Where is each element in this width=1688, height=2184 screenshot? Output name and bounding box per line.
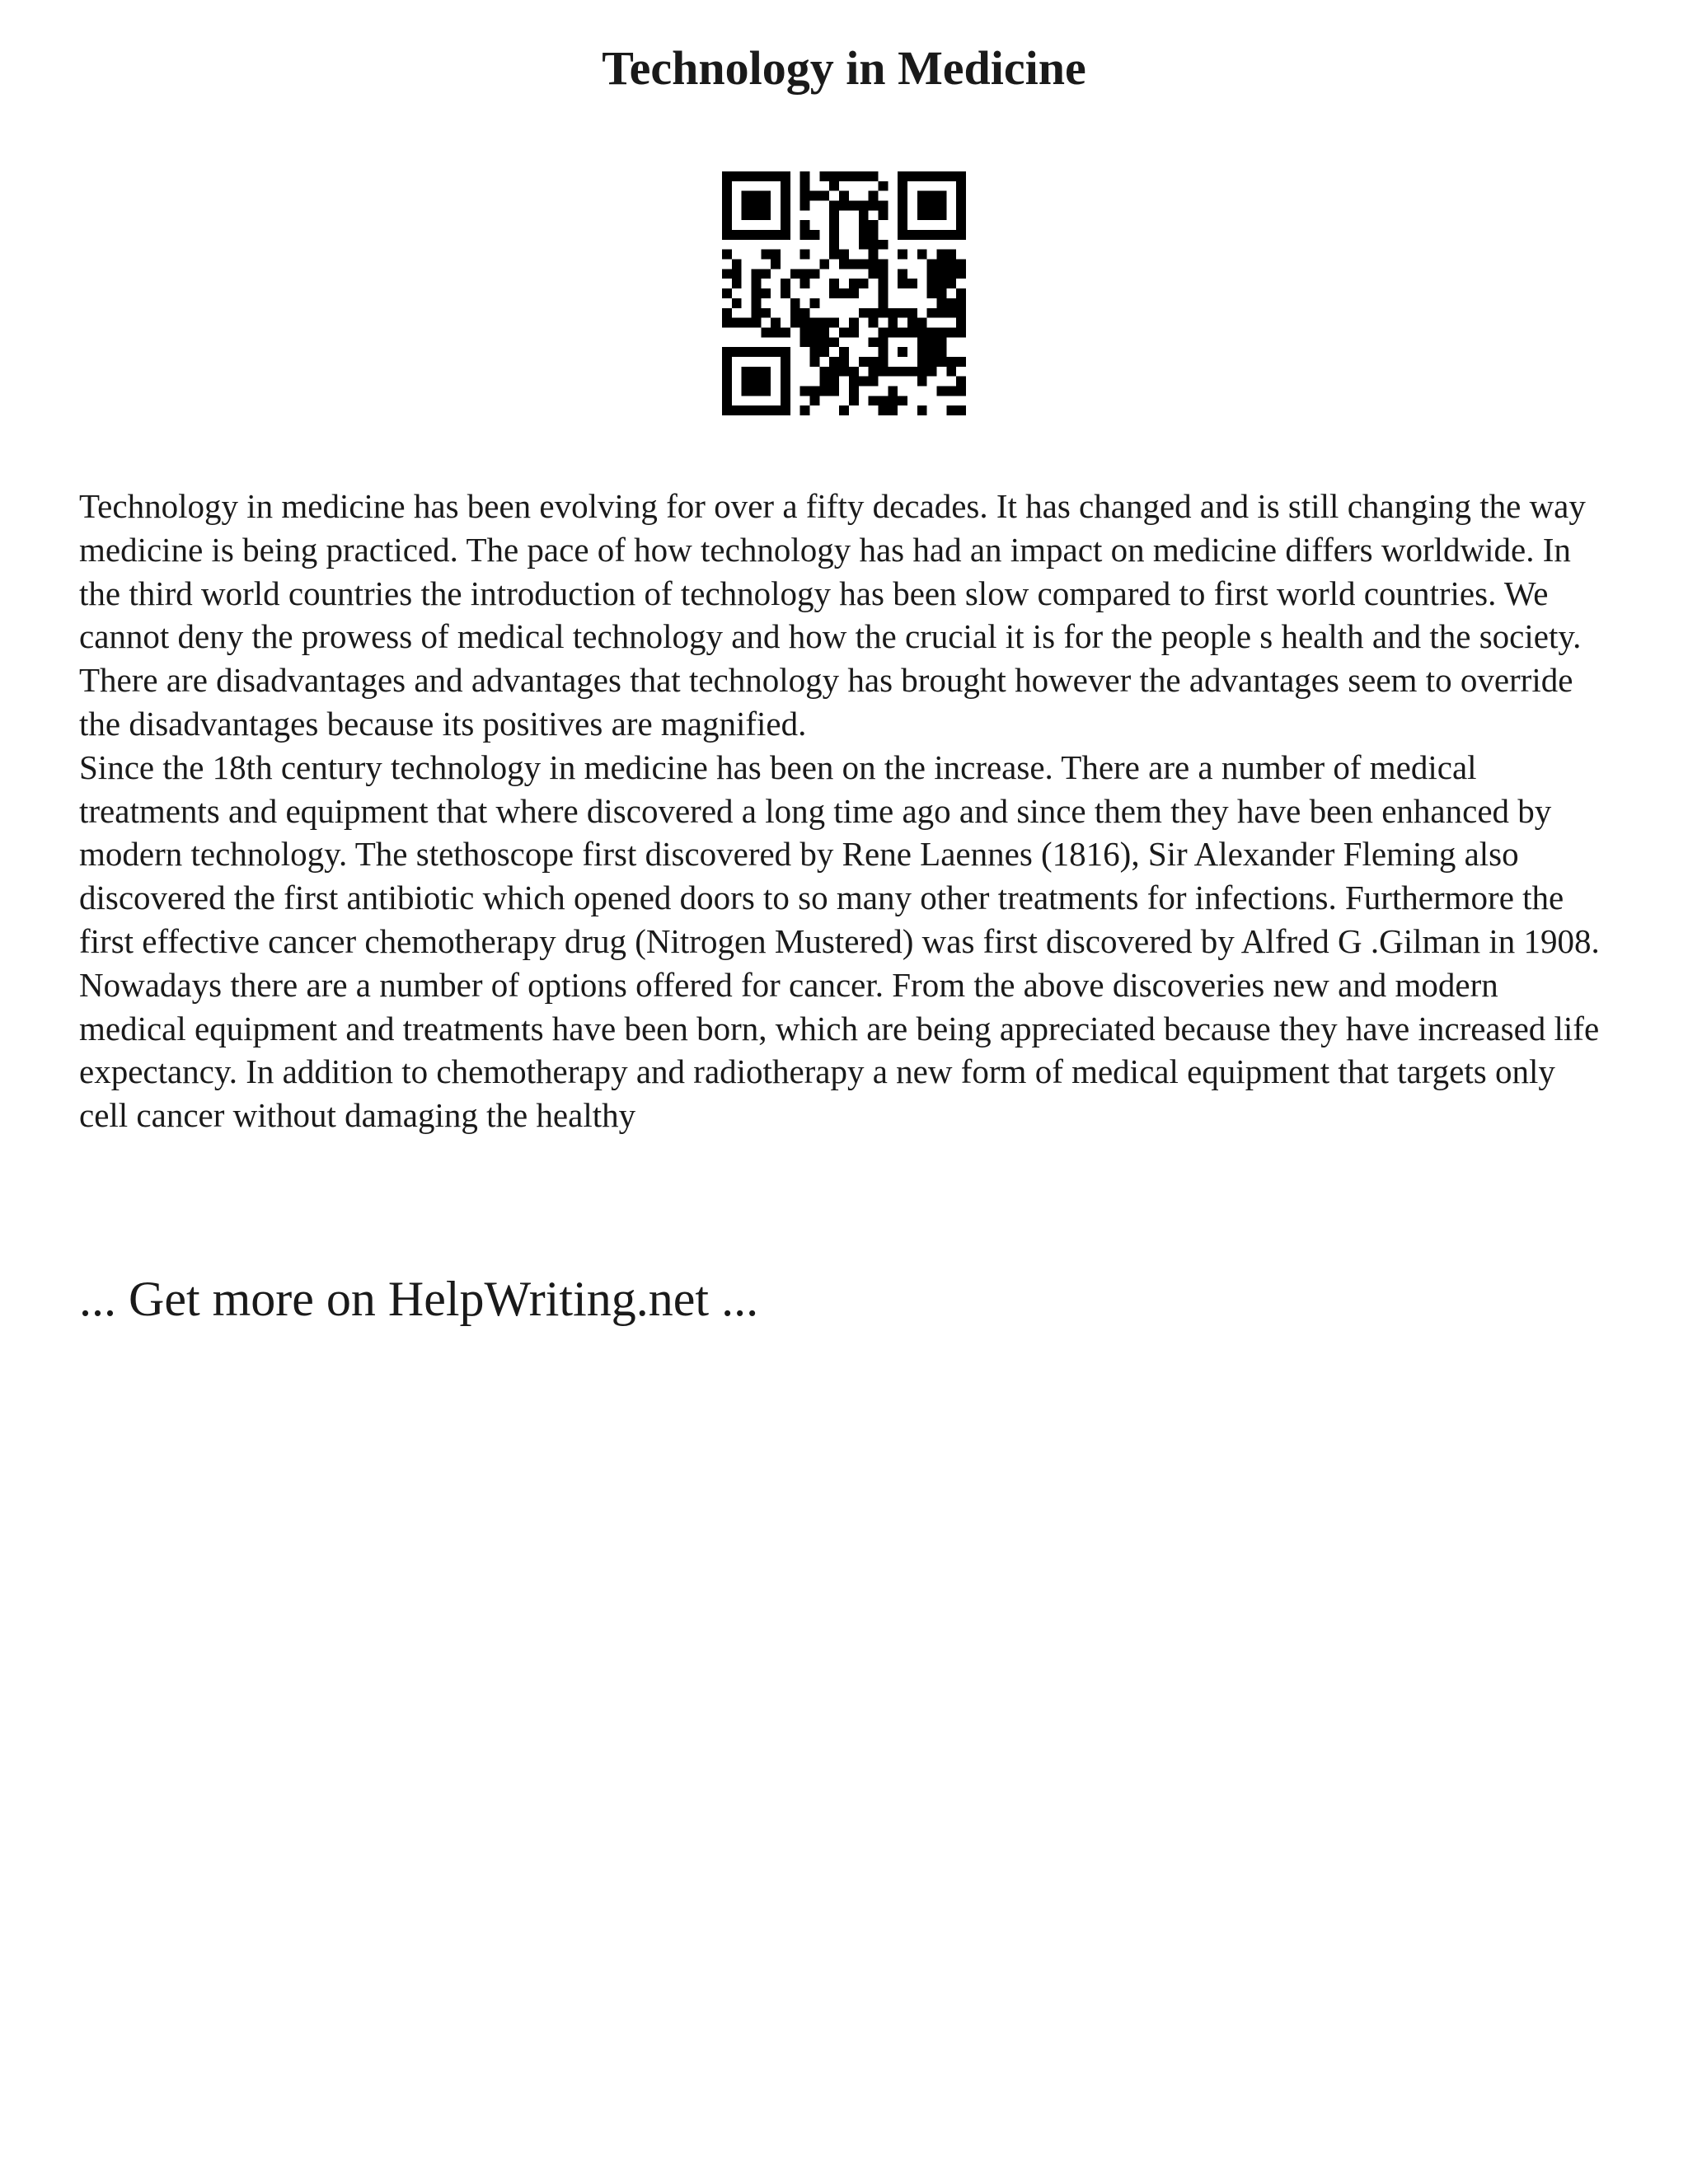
get-more-link[interactable]: ... Get more on HelpWriting.net ... xyxy=(79,1272,759,1326)
page-title: Technology in Medicine xyxy=(602,41,1086,95)
paragraph-2: Since the 18th century technology in medicine has been on the increase. There are a number of medical treatments and equipment that where discovered a long time ago and since them they have been enhanced by modern technology. The stethoscope first discovered by Rene Laennes (1816), Sir Alexander Fleming also discovered the first antibiotic which opened doors to so many other treatments for infections. Furthermore the first effective cancer chemotherapy drug (Nitrogen Mustered) was first discovered by Alfred G .Gilman in 1908. Nowadays there are a number of options offered for cancer. From the above discoveries new and modern medical equipment and treatments have been born, which are being appreciated because they have increased life expectancy. In addition to chemotherapy and radiotherapy a new form of medical equipment that targets only cell cancer without damaging the healthy xyxy=(79,748,1600,1135)
qr-code-icon xyxy=(722,171,966,415)
qr-code[interactable] xyxy=(722,171,966,415)
article-body xyxy=(79,485,1612,1137)
paragraph-1: Technology in medicine has been evolving for over a fifty decades. It has changed and is still changing the way medicine is being practiced. The pace of how technology has had an impact on medicine differs worldwide. In the third world countries the introduction of technology has been slow compared to first world countries. We cannot deny the prowess of medical technology and how the crucial it is for the people s health and the society. There are disadvantages and advantages that technology has brought however the advantages seem to override the disadvantages because its positives are magnified. xyxy=(79,487,1586,743)
